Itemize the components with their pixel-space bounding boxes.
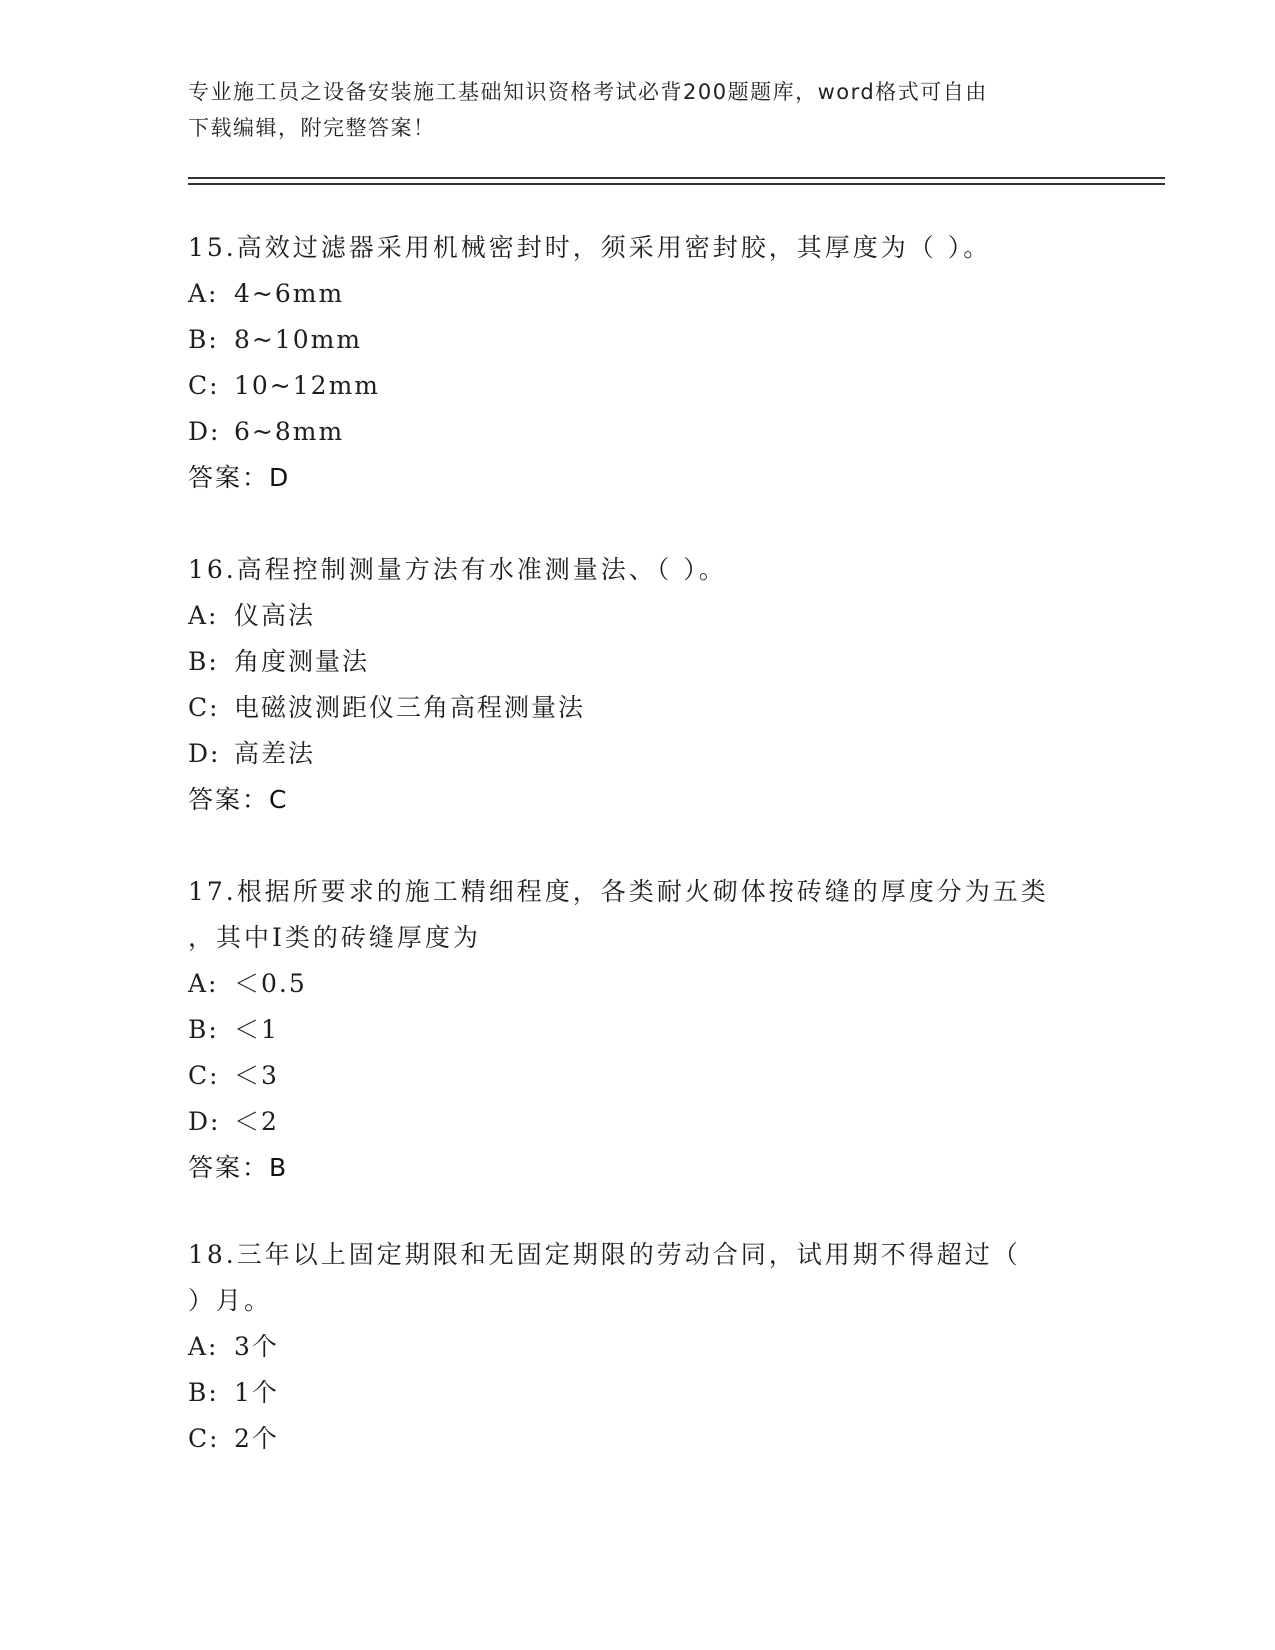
option-text: ＜3 xyxy=(234,1061,279,1090)
option-text: 10~12mm xyxy=(234,371,380,400)
option-text: 3个 xyxy=(234,1332,279,1361)
option-b xyxy=(188,1007,1088,1053)
option-letter: A: xyxy=(188,279,219,308)
question-18 xyxy=(188,1232,1088,1462)
header-line-1: 专业施工员之设备安装施工基础知识资格考试必背200题题库，word格式可自由 xyxy=(188,80,988,104)
option-a xyxy=(188,593,1088,639)
option-letter: C: xyxy=(188,1424,220,1453)
option-text: 2个 xyxy=(234,1424,279,1453)
option-text: 仪高法 xyxy=(234,601,316,630)
option-d xyxy=(188,731,1088,777)
option-c xyxy=(188,363,1088,409)
option-d xyxy=(188,1099,1088,1145)
question-stem: 16.高程控制测量方法有水准测量法、（ ）。 xyxy=(188,555,727,584)
answer-line: 答案：C xyxy=(188,785,289,814)
option-letter: B: xyxy=(188,325,219,354)
option-letter: A: xyxy=(188,1332,219,1361)
option-b xyxy=(188,317,1088,363)
question-stem-continued: ，其中Ⅰ类的砖缝厚度为 xyxy=(188,923,481,952)
option-c xyxy=(188,685,1088,731)
answer-line: 答案：B xyxy=(188,1153,289,1182)
option-text: 6~8mm xyxy=(234,417,345,446)
question-stem: 17.根据所要求的施工精细程度，各类耐火砌体按砖缝的厚度分为五类 xyxy=(188,877,1049,906)
question-stem-continued: ）月。 xyxy=(188,1286,273,1315)
option-letter: A: xyxy=(188,601,219,630)
option-b xyxy=(188,1370,1088,1416)
option-letter: C: xyxy=(188,693,220,722)
option-text: 8~10mm xyxy=(234,325,363,354)
document-header xyxy=(188,74,1088,146)
option-text: 高差法 xyxy=(234,739,316,768)
option-letter: C: xyxy=(188,371,220,400)
option-text: 角度测量法 xyxy=(234,647,370,676)
question-stem: 18.三年以上固定期限和无固定期限的劳动合同，试用期不得超过（ xyxy=(188,1240,1021,1269)
option-d xyxy=(188,409,1088,455)
option-text: 4~6mm xyxy=(234,279,345,308)
option-c xyxy=(188,1053,1088,1099)
option-letter: B: xyxy=(188,647,219,676)
option-letter: A: xyxy=(188,969,219,998)
option-text: ＜0.5 xyxy=(234,969,307,998)
option-text: 电磁波测距仪三角高程测量法 xyxy=(234,693,586,722)
question-17 xyxy=(188,869,1088,1191)
option-a xyxy=(188,1324,1088,1370)
option-text: 1个 xyxy=(234,1378,279,1407)
option-letter: D: xyxy=(188,739,221,768)
option-letter: B: xyxy=(188,1378,219,1407)
option-a xyxy=(188,271,1088,317)
option-c xyxy=(188,1416,1088,1462)
question-15 xyxy=(188,225,1088,501)
option-letter: D: xyxy=(188,1107,221,1136)
option-b xyxy=(188,639,1088,685)
option-text: ＜2 xyxy=(234,1107,279,1136)
option-text: ＜1 xyxy=(234,1015,279,1044)
option-a xyxy=(188,961,1088,1007)
question-stem: 15.高效过滤器采用机械密封时，须采用密封胶，其厚度为（ ）。 xyxy=(188,233,992,262)
option-letter: D: xyxy=(188,417,221,446)
header-line-2: 下载编辑，附完整答案！ xyxy=(188,116,436,140)
question-16 xyxy=(188,547,1088,823)
header-divider-bottom xyxy=(188,183,1165,185)
header-divider-top xyxy=(188,177,1165,179)
option-letter: C: xyxy=(188,1061,220,1090)
answer-line: 答案：D xyxy=(188,463,291,492)
option-letter: B: xyxy=(188,1015,219,1044)
